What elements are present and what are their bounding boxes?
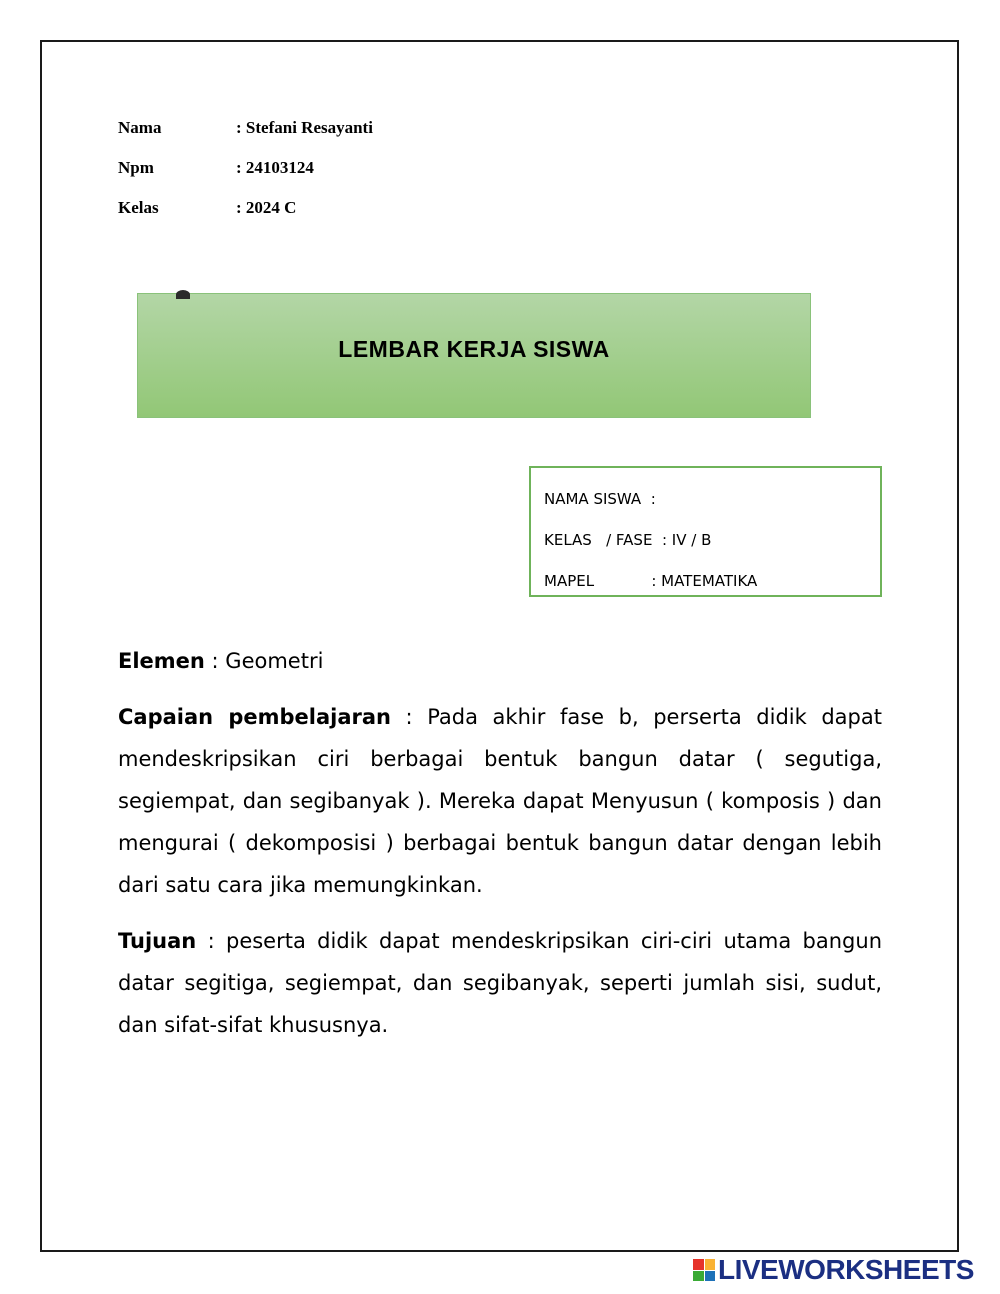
capaian-label: Capaian pembelajaran xyxy=(118,705,391,729)
info-value: : IV / B xyxy=(661,530,712,549)
identity-value: : Stefani Resayanti xyxy=(236,118,373,137)
elemen-value: : Geometri xyxy=(204,649,324,673)
logo-square-green xyxy=(693,1271,704,1282)
tujuan-value: : peserta didik dapat mendeskripsikan ciri-ciri utama bangun datar segitiga, segiempat, dan segibanyak, seperti jumlah sisi, sudut, dan sifat-sifat khususnya. xyxy=(118,929,882,1037)
student-info-box xyxy=(529,466,882,597)
identity-label: Kelas xyxy=(118,198,159,217)
logo-square-blue xyxy=(705,1271,716,1282)
elemen-label: Elemen xyxy=(118,649,205,673)
info-row-mapel xyxy=(544,560,880,601)
tujuan-label: Tujuan xyxy=(118,929,197,953)
identity-row-npm xyxy=(118,158,373,198)
decorative-mark xyxy=(176,290,190,299)
identity-value: : 2024 C xyxy=(236,198,297,217)
identity-row-kelas xyxy=(118,198,373,238)
info-value: : xyxy=(650,489,656,508)
capaian-paragraph xyxy=(118,696,882,906)
info-row-kelas-fase xyxy=(544,519,880,560)
title-banner xyxy=(137,293,811,418)
identity-label: Npm xyxy=(118,158,154,177)
liveworksheets-brand xyxy=(693,1255,974,1285)
capaian-value: : Pada akhir fase b, perserta didik dapat mendeskripsikan ciri berbagai bentuk bangun datar ( segutiga, segiempat, dan segibanyak ). Mereka dapat Menyusun ( komposis ) dan mengurai ( dekomposisi ) berbagai bentuk bangun datar dengan lebih dari satu cara jika memungkinkan. xyxy=(118,705,882,897)
student-identity xyxy=(118,118,373,238)
identity-label: Nama xyxy=(118,118,162,137)
info-label: MAPEL xyxy=(544,571,652,590)
page-title: LEMBAR KERJA SISWA xyxy=(338,336,610,362)
brand-name: LIVEWORKSHEETS xyxy=(718,1254,974,1285)
info-row-nama-siswa xyxy=(544,478,880,519)
tujuan-paragraph xyxy=(118,920,882,1046)
lesson-content xyxy=(118,640,882,1060)
identity-row-nama xyxy=(118,118,373,158)
info-value: : MATEMATIKA xyxy=(651,571,758,590)
liveworksheets-logo-icon xyxy=(693,1259,715,1281)
identity-value: : 24103124 xyxy=(236,158,314,177)
info-label: NAMA SISWA xyxy=(544,489,651,508)
info-label: KELAS / FASE xyxy=(544,530,662,549)
logo-square-yellow xyxy=(705,1259,716,1270)
logo-square-red xyxy=(693,1259,704,1270)
elemen-paragraph xyxy=(118,640,882,682)
